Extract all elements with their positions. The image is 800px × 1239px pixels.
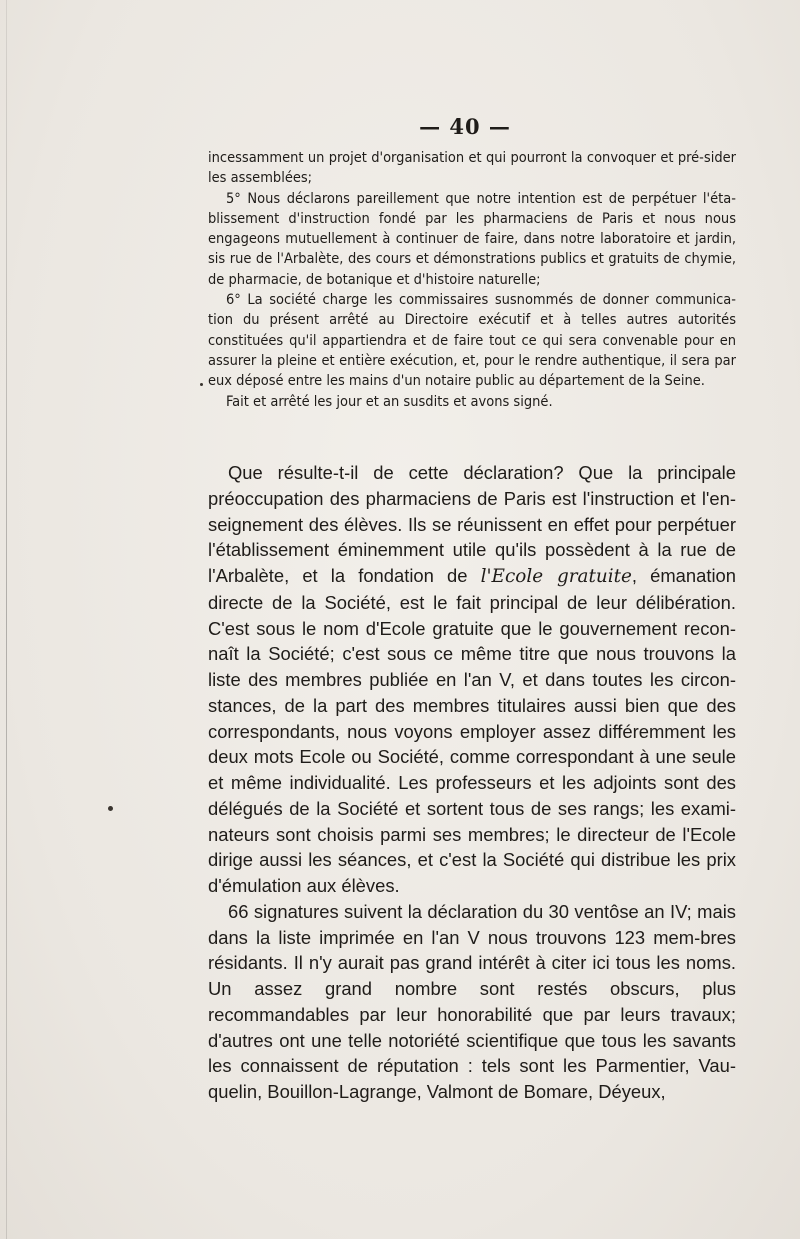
decree-paragraph-1: incessamment un projet d'organisation et qui pourront la convoquer et pré-sider les assemblées; [208,150,736,187]
page-number: — 40 — [419,114,511,139]
body-paragraph-1-end: , émanation directe de la Société, est le fait principal de leur délibération. C'est sous le nom d'Ecole gratuite que le gouvernement recon-naît la Société; c'est sous ce même titre que nous trouvons la liste des membres publiée en l'an V, et dans toutes les circon-stances, de la part des membres titulaires aussi bien que des correspondants, nous voyons employer assez différemment les deux mots Ecole ou Société, comme correspondant à une seule et même individualité. Les professeurs et les adjoints sont des délégués de la Société et sortent tous de ses rangs; les exami-nateurs sont choisis parmi ses membres; le directeur de l'Ecole dirige aussi les séances, et c'est la Société qui distribue les prix d'émulation aux élèves. [208,565,736,896]
decree-paragraph-4: Fait et arrêté les jour et an susdits et avons signé. [226,393,553,410]
body-paragraph-2: 66 signatures suivent la déclaration du 30 ventôse an IV; mais dans la liste imprimée en l'an V nous trouvons 123 mem-bres résidants. Il n'y aurait pas grand intérêt à citer ici tous les noms. Un assez grand nombre sont restés obscurs, plus recommandables par leur honorabilité que par leurs travaux; d'autres ont une telle notoriété scientifique que tous les savants les connaissent de réputation : tels sont les Parmentier, Vau-quelin, Bouillon-Lagrange, Valmont de Bomare, Déyeux, [208,900,736,1102]
body-paragraph-1 [208,460,736,899]
ecole-gratuite-italic: l'Ecole gratuite [480,566,632,587]
decree-text-block [208,148,736,412]
ink-speck [200,383,203,386]
page-edge-shadow [6,0,7,1239]
body-paragraph-1-start: Que résulte-t-il de cette déclaration? Que la principale préoccupation des pharmaciens de Paris est l'instruction et l'en-seignement des élèves. Ils se réunissent en effet pour perpétuer l'établissement éminemment utile qu'ils possèdent à la rue de l'Arbalète, et la fondation de [208,462,736,586]
decree-paragraph-2: 5° Nous déclarons pareillement que notre intention est de perpétuer l'éta-blissement d'instruction fondé par les pharmaciens de Paris et nous nous engageons mutuellement à continuer de faire, dans notre laboratoire et jardin, sis rue de l'Arbalète, des cours et démonstrations publics et gratuits de chymie, de pharmacie, de botanique et d'histoire naturelle; [208,190,736,288]
body-text-block [208,460,736,1105]
ink-speck [108,806,113,811]
decree-paragraph-3: 6° La société charge les commissaires susnommés de donner communica-tion du présent arrêté au Directoire exécutif et à telles autres autorités constituées qu'il appartiendra et de faire tout ce qui sera convenable pour en assurer la pleine et entière exécution, et, pour le rendre authentique, il sera par eux déposé entre les mains d'un notaire public au département de la Seine. [208,292,736,390]
